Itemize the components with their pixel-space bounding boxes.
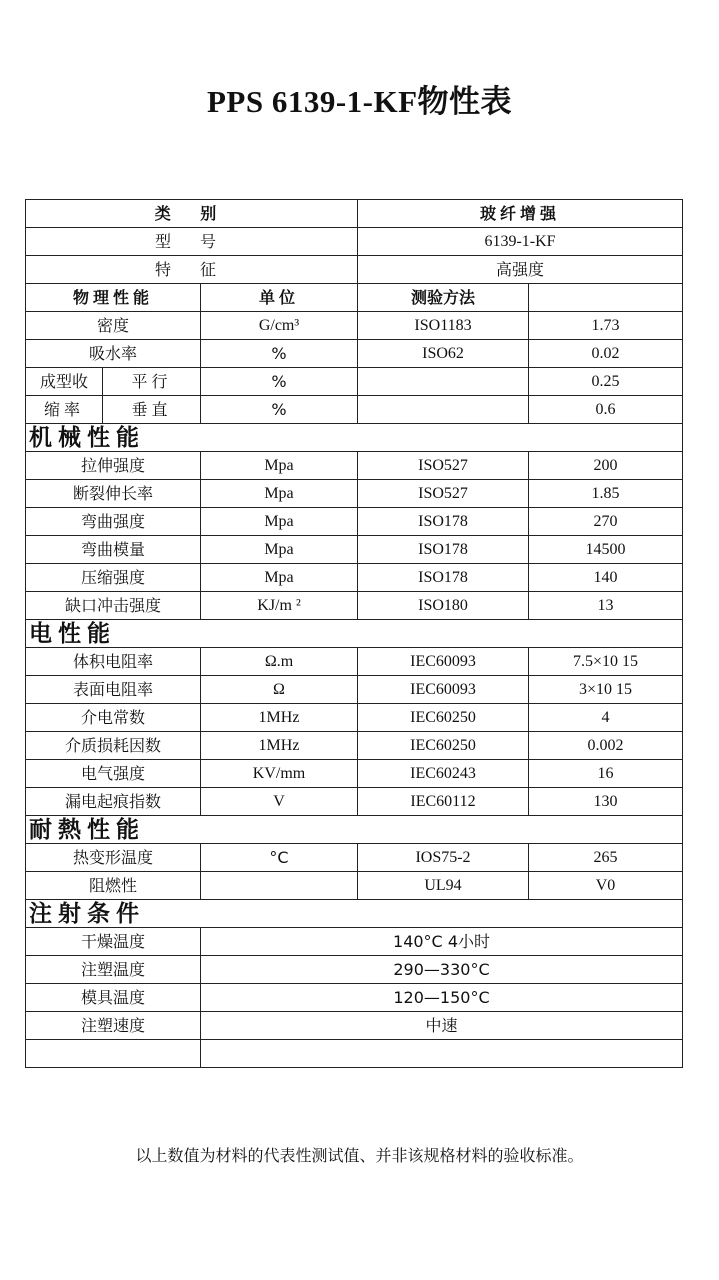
property-name: 漏电起痕指数	[26, 788, 201, 816]
property-name: 弯曲模量	[26, 536, 201, 564]
column-value	[529, 284, 683, 312]
section-heading-electrical: 电性能	[26, 620, 683, 648]
property-method: ISO178	[358, 564, 529, 592]
table-row	[26, 872, 683, 900]
property-method: ISO178	[358, 508, 529, 536]
property-name: 介质损耗因数	[26, 732, 201, 760]
section-heading-mechanical: 机械性能	[26, 424, 683, 452]
property-value: 265	[529, 844, 683, 872]
condition-name: 注塑温度	[26, 956, 201, 984]
model-row	[26, 228, 683, 256]
property-value: 0.25	[529, 368, 683, 396]
condition-name: 注塑速度	[26, 1012, 201, 1040]
property-unit: Mpa	[201, 564, 358, 592]
property-value: 16	[529, 760, 683, 788]
property-value: 0.02	[529, 340, 683, 368]
condition-value: 120—150°C	[201, 984, 683, 1012]
property-name: 平行	[103, 368, 201, 396]
property-value: 3×10 15	[529, 676, 683, 704]
table-row	[26, 340, 683, 368]
property-unit: Mpa	[201, 452, 358, 480]
condition-name: 模具温度	[26, 984, 201, 1012]
property-method: ISO527	[358, 480, 529, 508]
property-value: V0	[529, 872, 683, 900]
category-label: 类 别	[26, 200, 358, 228]
table-row	[26, 844, 683, 872]
property-name: 热变形温度	[26, 844, 201, 872]
condition-value: 中速	[201, 1012, 683, 1040]
property-unit: %	[201, 396, 358, 424]
table-row	[26, 368, 683, 396]
table-row	[26, 704, 683, 732]
empty-cell	[201, 1040, 683, 1068]
property-value: 1.85	[529, 480, 683, 508]
property-value: 200	[529, 452, 683, 480]
property-value: 4	[529, 704, 683, 732]
property-method	[358, 368, 529, 396]
property-unit: %	[201, 368, 358, 396]
property-method: IEC60093	[358, 676, 529, 704]
table-row	[26, 788, 683, 816]
table-row	[26, 648, 683, 676]
table-row	[26, 480, 683, 508]
category-value: 玻纤增强	[358, 200, 683, 228]
property-name: 弯曲强度	[26, 508, 201, 536]
property-value: 14500	[529, 536, 683, 564]
feature-value: 高强度	[358, 256, 683, 284]
property-method: IEC60250	[358, 704, 529, 732]
property-value: 7.5×10 15	[529, 648, 683, 676]
category-row	[26, 200, 683, 228]
property-method: IEC60250	[358, 732, 529, 760]
property-name: 断裂伸长率	[26, 480, 201, 508]
property-method: ISO62	[358, 340, 529, 368]
property-name: 阻燃性	[26, 872, 201, 900]
property-unit: 1MHz	[201, 704, 358, 732]
property-unit: Mpa	[201, 508, 358, 536]
property-name: 表面电阻率	[26, 676, 201, 704]
property-method: IEC60112	[358, 788, 529, 816]
property-method: ISO178	[358, 536, 529, 564]
table-row	[26, 564, 683, 592]
table-row	[26, 676, 683, 704]
shrinkage-label-bottom: 缩率	[26, 396, 103, 424]
table-row	[26, 732, 683, 760]
property-name: 拉伸强度	[26, 452, 201, 480]
property-method	[358, 396, 529, 424]
footnote: 以上数值为材料的代表性测试值、并非该规格材料的验收标准。	[135, 1146, 584, 1165]
property-method: ISO180	[358, 592, 529, 620]
property-name: 体积电阻率	[26, 648, 201, 676]
shrinkage-label-top: 成型收	[26, 368, 103, 396]
table-row	[26, 1012, 683, 1040]
property-unit	[201, 872, 358, 900]
model-label: 型 号	[26, 228, 358, 256]
property-value: 1.73	[529, 312, 683, 340]
page-title: PPS 6139-1-KF物性表	[206, 84, 513, 119]
property-unit: KJ/m ²	[201, 592, 358, 620]
section-heading-injection: 注射条件	[26, 900, 683, 928]
property-method: ISO1183	[358, 312, 529, 340]
property-unit: KV/mm	[201, 760, 358, 788]
table-row	[26, 312, 683, 340]
property-value: 140	[529, 564, 683, 592]
property-value: 0.002	[529, 732, 683, 760]
empty-cell	[26, 1040, 201, 1068]
property-name: 垂直	[103, 396, 201, 424]
property-unit: Mpa	[201, 536, 358, 564]
property-value: 130	[529, 788, 683, 816]
property-method: IEC60093	[358, 648, 529, 676]
section-heading-thermal: 耐熱性能	[26, 816, 683, 844]
column-property: 物理性能	[26, 284, 201, 312]
property-name: 压缩强度	[26, 564, 201, 592]
section-row	[26, 620, 683, 648]
property-unit: V	[201, 788, 358, 816]
property-value: 270	[529, 508, 683, 536]
properties-table	[25, 199, 683, 1068]
table-row	[26, 928, 683, 956]
property-unit: Ω	[201, 676, 358, 704]
condition-value: 290—330°C	[201, 956, 683, 984]
table-row	[26, 956, 683, 984]
property-name: 吸水率	[26, 340, 201, 368]
section-row	[26, 816, 683, 844]
condition-value: 140°C 4小时	[201, 928, 683, 956]
property-unit: °C	[201, 844, 358, 872]
property-method: UL94	[358, 872, 529, 900]
property-unit: Ω.m	[201, 648, 358, 676]
table-row	[26, 508, 683, 536]
empty-row	[26, 1040, 683, 1068]
property-method: IEC60243	[358, 760, 529, 788]
feature-label: 特 征	[26, 256, 358, 284]
table-row	[26, 760, 683, 788]
table-row	[26, 592, 683, 620]
feature-row	[26, 256, 683, 284]
section-row	[26, 900, 683, 928]
table-row	[26, 536, 683, 564]
column-unit: 单位	[201, 284, 358, 312]
condition-name: 干燥温度	[26, 928, 201, 956]
property-value: 0.6	[529, 396, 683, 424]
property-name: 缺口冲击强度	[26, 592, 201, 620]
section-row	[26, 424, 683, 452]
table-row	[26, 984, 683, 1012]
property-method: ISO527	[358, 452, 529, 480]
column-method: 测验方法	[358, 284, 529, 312]
property-name: 电气强度	[26, 760, 201, 788]
property-unit: 1MHz	[201, 732, 358, 760]
table-row	[26, 452, 683, 480]
model-value: 6139-1-KF	[358, 228, 683, 256]
property-value: 13	[529, 592, 683, 620]
property-unit: %	[201, 340, 358, 368]
table-row	[26, 396, 683, 424]
column-header-row	[26, 284, 683, 312]
property-unit: G/cm³	[201, 312, 358, 340]
property-method: IOS75-2	[358, 844, 529, 872]
property-name: 密度	[26, 312, 201, 340]
property-name: 介电常数	[26, 704, 201, 732]
property-unit: Mpa	[201, 480, 358, 508]
